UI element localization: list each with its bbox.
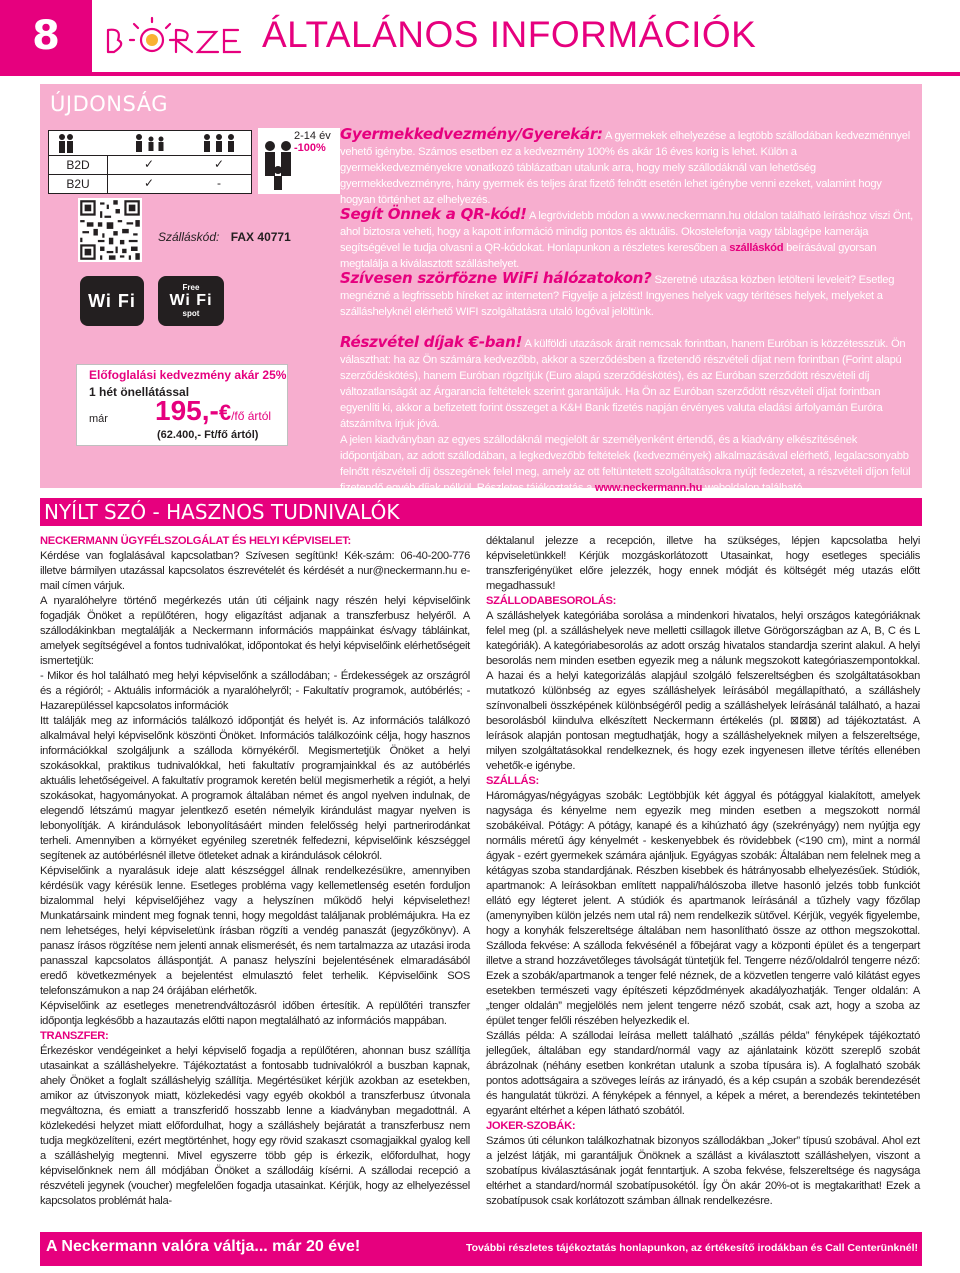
check-icon: ✓ xyxy=(143,157,155,171)
left-p-5: Képviselőink a nyaralásuk ideje alatt készséggel állnak rendelkezésükre, amennyiben kérdésük vagy kérésük lenne. Esetleges probléma vagy kellemetlenség esetén forduljon bizalommal helyi képviselőjéhez vagy a helyszínen működő helyi képviselethez! Munkatársaink mindent meg fognak tenni, hogy megoldást találjanak problémájukra. Ha ez nem lehetséges, helyi képviseletünk írásban rögzíti a vendég panaszát (jegyzőkönyv). A panasz írásos rögzítése nem jelenti annak elismerését, és nem tartalmazza az utazási iroda panasszal kapcsolatos álláspontját. A panasz helyszíni bejelentésének elmaradásából eredő következmények a bejelentést elmulasztó felet terhelik. Képviselőink SOS telefonszámukon a nap 24 órájában elérhetők. xyxy=(40,865,470,997)
fee-text2: A jelen kiadványban az egyes szállodáknál megjelölt ár személyenként értendő, és a kiadvány elkészítésének időpontjában, az adott szállodában, a legkedvezőbb feltételek (kedvezmények) alkalmazásával elérhető, legalacsonyabb felnőtt részvételi díj összegének felel meg, amely az ott feltüntetett szolgáltatásokra nyújt fedezetet, a részvételi díjon felül fizetendő egyéb díjak nélkül. Részletes tájékoztatás a xyxy=(340,434,911,494)
board-label: B2D xyxy=(66,158,90,172)
left-p-2: A nyaralóhelyre történő megérkezés után úti céljaink nagy részén helyi képviselőink fogadják Önöket a repülőtéren, hogy eligazítást adjanak a transzferbusz helyéről. A szállodákinkban megtalálják a Neckermann információs mappáinkat és/vagy tábláinkat, amelyek segítségével a fontos tudnivalókat, időpontokat és helyi képviselőink elérhetőségeit ismertetjük: xyxy=(40,595,470,667)
borze-logo xyxy=(100,8,260,66)
section-title: NYÍLT SZÓ - HASZNOS TUDNIVALÓK xyxy=(44,500,400,524)
board-row-b2u xyxy=(49,174,251,193)
room-heading: SZÁLLÁS: xyxy=(486,775,539,787)
family-icon xyxy=(55,133,77,155)
qr-text: A legrövidebb módon a www.neckermann.hu oldalon található leíráshoz viszi Önt, ahol biztosra veheti, hogy a kapott információ mindig pontos és aktuális. Okostelefonja vagy táblagépe kamerája segítségével le tudja olvasni a QR-kódokat. Honlapunkon a részletes keresőben a xyxy=(340,210,914,254)
footer-info: További részletes tájékoztatás honlapunkon, az értékesítő irodákban és Call Centerünknél! xyxy=(466,1242,919,1254)
group-icon xyxy=(199,133,239,155)
children-heading: Gyermekkedvezmény/Gyerekár: xyxy=(340,125,603,143)
stars-text: A szálláshelyek kategóriába sorolása a mindenkori hivatalos, helyi országos kategóriáknak felel meg (pl. a szálláshelyek neve melletti csillagok illetve Görögországban az A, B, C és L kategóriák). A kategóriabesorolás az adott ország hivatalos standardja szerint alakul. A helyi besorolás nem minden esetben egyezik meg a nálunk megszokott kategóriaszempontokkal. A hazai és a helyi kategorizálás alapjául szolgáló felszereltségben és szolgáltatásokban mutatkozó különbség az egyes szálláshelyek leírásából megállapítható, a szálláshely színvonalbeli összképének különbségéről pedig a szálláshelyek leírásánál található, a hazai besorolásból kiindulva elkészített Neckermann értékelés (pl. ⊠⊠⊠) ad tájékoztatást. A leírások alapján pontosan megtudhatják, hogy a szálláshelyeknek milyen a felszereltsége, milyen szolgáltatásokkal rendelkeznek, és hogy ezek ingyenesen illetve térítés ellenében vehetők-e igénybe. xyxy=(486,610,920,772)
fee-info xyxy=(340,334,914,496)
qr-text2: beírásával gyorsan megtalálja a kiválasztott szálláshelyet. xyxy=(340,242,877,270)
panel-title: ÚJDONSÁG xyxy=(50,92,168,116)
page-number: 8 xyxy=(0,0,92,72)
early-title: Előfoglalási kedvezmény akár 25% xyxy=(89,368,287,382)
qr-heading: Segít Önnek a QR-kód! xyxy=(340,205,527,223)
wifi-heading: Szívesen szörföznе WiFi hálózatokon? xyxy=(340,269,652,287)
wifi-info xyxy=(340,270,914,320)
wifi-text: Szeretné utazása közben letölteni leveleit? Esetleg megnézné a legfrissebb híreket az interneten? Figyelje a jelzést! Ingyenes helyek vagy térítéses helyek, melyeket a szálláshelyknél elérhető WIFI szolgáltatásra utaló logóval jelöltünk. xyxy=(340,274,895,318)
dash: - xyxy=(217,176,221,190)
left-h-7: TRANSZFER: xyxy=(40,1030,109,1042)
children-info xyxy=(340,126,914,208)
room-text: Háromágyas/négyágyas szobák: Legtöbbjük két ággyal és pótággyal kialakított, amelyek nagysága és kényelme nem egyezik meg minden esetben a megszokott normál szobákéival. Pótágy: A pótágy, kanapé és a kihúzható ágy (szekrényágy) nem nyújtja egy normális méretű ágy kényelmét - keskenyebbek és rövidebbek (<190 cm), mint a normál ágyak - ezért gyermekek számára ajánljuk. Egyágyas szobák: Általában nem felelnek meg a kétágyas szoba standardjának. Részben kisebbek és hátrányosabb elhelyezésűek. Stúdiók, apartmanok: A leírásokban említett nappali/hálószoba illetve hasonló jelzés tobb funkciót ellátó egy légteret jelent. A stúdiók és apartmanok leírásánál a tűzhely vagy főzőlap (amenynyiben külön jelzés nem utal rá) nem rendelkezik sütővel. Kérjük, vegyék figyelembe, hogy a konyhák felszereltsége általában nem hasonlítható össze az otthon megszokottal. Szálloda fekvése: A szálloda fekvésénél a főbejárat vagy a központi épület és a tengerpart illetve a strand hozzávetőleges távolságát tüntetjük fel. Tengerre néző/oldalról tengerre néző: Ezek a szobák/apartmanok a tenger felé néznek, de a közvetlen tengerre való kilátást egyes esetekben természeti vagy építészeti képződmények akadályozhatják. Tenger oldalán: A „tenger oldalán” megjelölés nem jelent tengerre néző szobát, csak azt, hogy a szoba az épület tenger felőli részében helyezkedik el. xyxy=(486,790,920,1027)
child-age: 2-14 év xyxy=(294,130,331,142)
left-p-1: Kérdése van foglalásával kapcsolatban? Szívesen segítünk! Kék-szám: 06-40-200-776 illetve bármilyen utazással kapcsolatos észrevételét és kérdését a nur@neckermann.hu e-mail címen várjuk. xyxy=(40,550,470,592)
hotel-code xyxy=(158,230,291,244)
early-prefix: már xyxy=(89,413,108,425)
board-row-b2d xyxy=(49,155,251,174)
joker-text: Számos úti célunkon találkozhatnak bizonyos szállodákban „Joker” típusú szobával. Ahol ezt a jelzést látják, mi garantáljuk Önöknek a szállást a kiválasztott szálláshelyen, viszont a szobatípus kiválasztásának jogát fenntartjuk. A szoba fekvése, felszereltsége és nagysága eltérhet a standard/normál szobatípusokétól. Így Ön akár 20%-ot is megtakarithat! Ezek a szobatípusok csak korlátozott számban állnak rendelkezésre. xyxy=(486,1135,920,1207)
early-per: /fő ártól xyxy=(231,409,272,423)
left-p-6: Képviselőink az esetleges menetrendváltozásról időben értesítik. A repülőtéri transzfer időpontja legkésőbb a hazautazás előtti napon megtalálható az információs mappában. xyxy=(40,1000,470,1027)
child-discount-badge xyxy=(258,128,340,194)
check-icon: ✓ xyxy=(143,176,155,190)
left-p-4: Itt találják meg az információs találkozó időpontját és helyét is. Az információs találkozó alkalmával helyi képviselőnk köszönti Önöket. Információs találkozóink célja, hogy hasznos információkkal szolgáljunk a szálloda környékéről. Megismertetjük Önöket a helyi szokásokkal, praktikus tudnivalókkal, heti fakultatív programjainkkal és az autóbérlés aktuális lehetőségeivel. A fakultatív programok keretén belül megismerhetik a régiót, a helyi szokásokat, hagyományokat. A programok általában német és angol nyelven indulnak, de elegendő létszámú magyar jelentkező esetén némelyik kirándulást magyar nyelven is lebonyolítják. A kirándulások lebonyolításáért minden felelősség helyi partnerirodánkat terheli. Amennyiben a környéket egyénileg szeretnék felfedezni, képviselőink készséggel segítenek az autóbérlésnél illetve ötleteket adnak a kirándulások célokról. xyxy=(40,715,470,862)
page-title: ÁLTALÁNOS INFORMÁCIÓK xyxy=(262,14,757,55)
hotel-code-label: Szálláskód: xyxy=(158,230,220,244)
right-column xyxy=(486,534,920,1209)
footer-slogan: A Neckermann valóra váltja... már 20 éve! xyxy=(46,1238,361,1255)
hotel-code-value: FAX 40771 xyxy=(230,230,291,244)
early-huf: (62.400,- Ft/fő ártól) xyxy=(157,429,259,441)
left-h-0: NECKERMANN ÜGYFÉLSZOLGÁLAT ÉS HELYI KÉPVISELET: xyxy=(40,535,351,547)
child-discount: -100% xyxy=(294,142,326,154)
early-price: 195,- xyxy=(155,395,219,426)
family-icon xyxy=(262,140,294,192)
sample-text: Szállás példa: A szállodai leírása mellett található „szállás példa” fényképek tájékoztató jellegűek, általában egy standard/normál vagy az ajánlataink között szereplő szobát ábrázolnak (néhány esetben konkrétan utalunk a szoba típusára is). A foglalható szobák pontos adottságaira a szöveges leírás az irányadó, és a kép csupán a szobák berendezését és hangulatát tükrözi. A fényképek a fénnyel, a képek a méret, a berendezés tekintetében egyaránt eltérhet a képen látható szobától. xyxy=(486,1030,920,1117)
early-subtitle: 1 hét önellátással xyxy=(89,385,190,399)
fee-heading: Részvétel díjak €-ban! xyxy=(340,333,523,351)
qr-code xyxy=(78,198,142,262)
stars-heading: SZÁLLODABESOROLÁS: xyxy=(486,595,617,607)
children-text: A gyermekek elhelyezése a legtöbb szállodában kedvezménnyel vehető igénybe. Számos esetben ez a kedvezmény 100% és akár 16 éves korig is lehet. Külön a gyermekkedvezményekre vonatkozó táblázatban utalunk arra, hogy mely szállodáknál van lehetőség gyermekkedvezményre, hány gyermek és teljes árat fizető felnőtt esetén lehet igénybe venni ezeket, valamint hogy hogyan történhet az elhelyezés. xyxy=(340,130,910,206)
check-icon: ✓ xyxy=(213,157,225,171)
left-column xyxy=(40,534,470,1209)
children-icon xyxy=(131,133,167,155)
qr-bold: szálláskód xyxy=(729,242,784,254)
fee-link[interactable]: www.neckermann.hu xyxy=(594,482,703,494)
wifi-icon: Wi Fi xyxy=(80,276,144,326)
fee-text3: weboldalon található. xyxy=(705,482,805,494)
left-p-3: - Mikor és hol található meg helyi képviselőnk a szállodában; - Érdekességek az országról és a régióról; - Aktuális információk a nyaralóhelyről; - Fakultatív programok, autóbérlés; - Hazarepüléssel kapcsolatos információk xyxy=(40,670,470,712)
joker-heading: JOKER-SZOBÁK: xyxy=(486,1120,576,1132)
early-booking-badge xyxy=(76,364,288,446)
right-intro: déktalanul jelezze a recepción, illetve ha szükséges, lépjen kapcsolatba helyi képviseletünkkel! Kérjük mozgáskorlátozott Utasainkat, hogy esetleges speciális transzferigényüket előre jelezzék, hogy ennek módját és költségét még utazás előtt megadhassuk! xyxy=(486,535,920,592)
free-wifi-icon: Free Wi Fi spot xyxy=(158,276,224,326)
euro-sign: € xyxy=(218,400,232,425)
fee-text: A külföldi utazások árait nemcsak forintban, hanem Euróban is közzétesszük. Ön választhat: ha az Ön számára kedvezőbb, akkor a szerződésben a fizetendő részvételi díjat nem forintban (Forint alapú szerződéskötés), hanem Euróban rögzítjük (Euro alapú szerződéskötés), és az Euróban szerződött részvételi díj változatlanságát az Árgarancia feltételek szerint garantáljuk. Ha Ön az Euróban szerződött részvételi díjat forintban egyenlíti ki, akkor a befizetett forint összeget a K&H Bank fizetés napján érvényes valuta eladási árfolyamán Euróra átszámítva írjuk jóvá. xyxy=(340,338,906,430)
header-rule xyxy=(0,72,960,76)
board-table xyxy=(48,130,252,194)
left-p-8: Érkezéskor vendégeinket a helyi képviselő fogadja a repülőtéren, ahonnan busz szállítja utasainkat a szálláshelyekre. Tájékoztatást a fontosabb tudnivalókról a buszban kapnak, ahely Önöket a foglalt szálláshelyig szállítja. Megértésüket kérjük azokban az esetekben, amikor az útviszonyok miatt, közlekedési vagy egyéb okokból a transzferbusz útvonala megváltozna, és emiatt a transzferidő hosszabb lenne a kiadványban megadottnál. A közlekedési helyzet miatt előfordulhat, hogy a szálláshely bejáratát a transzferbusz nem tudja megközelíteni, ezért megtörténhet, hogy egy rövid szakaszt csomagjaikkal gyalog kell a szálláshelyig megtenni. Mivel egyszerre több gép is érkezik, előfordulhat, hogy képviselőnknek nem áll módjában Önöket a szállodáig kísérni. A szállodai recepció a részvételi jegynek (voucher) megfelelően fogadja utasainkat. Kérjük, hogy az elhelyezéssel kapcsolatos problémát hala- xyxy=(40,1045,470,1207)
qr-info xyxy=(340,206,914,272)
board-label: B2U xyxy=(66,177,90,191)
